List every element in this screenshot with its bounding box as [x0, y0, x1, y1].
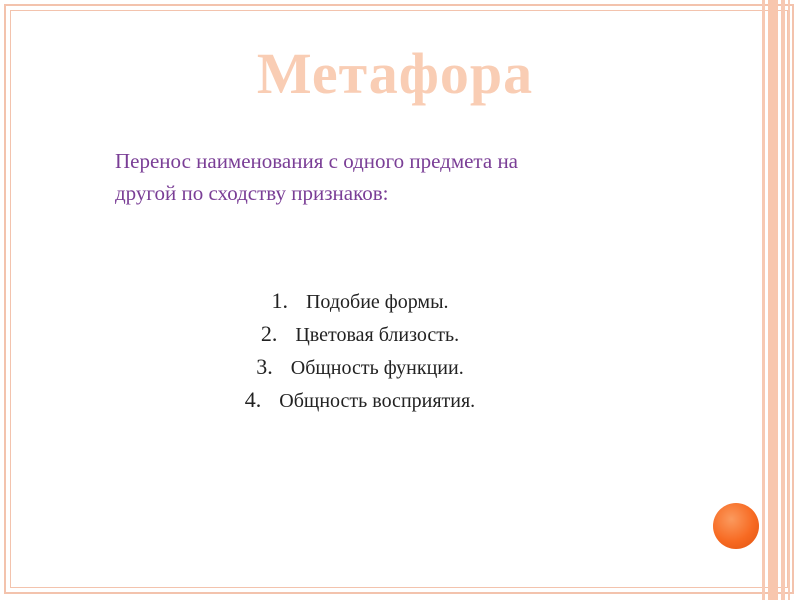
- list-item: [150, 321, 570, 354]
- decorative-circle-icon: [713, 503, 759, 549]
- definition-text: [115, 145, 675, 209]
- list-item-number: 1.: [271, 288, 288, 313]
- list-item-text: Подобие формы.: [305, 291, 449, 313]
- list-item-number: 4.: [244, 387, 262, 412]
- list-item: [150, 354, 570, 387]
- list-item: [150, 288, 570, 321]
- slide-title: Метафора: [256, 41, 534, 106]
- list-item-number: 3.: [256, 354, 273, 379]
- list-item-number: 2.: [260, 321, 278, 346]
- list-item-text: Общность функции.: [290, 357, 464, 379]
- features-list: [150, 288, 570, 420]
- list-item-text: Цветовая близость.: [295, 324, 460, 346]
- definition-line-2: другой по сходству признаков:: [115, 181, 389, 205]
- definition-line-1: Перенос наименования с одного предмета на: [115, 149, 518, 173]
- list-item: [150, 387, 570, 420]
- list-item-text: Общность восприятия.: [279, 390, 476, 412]
